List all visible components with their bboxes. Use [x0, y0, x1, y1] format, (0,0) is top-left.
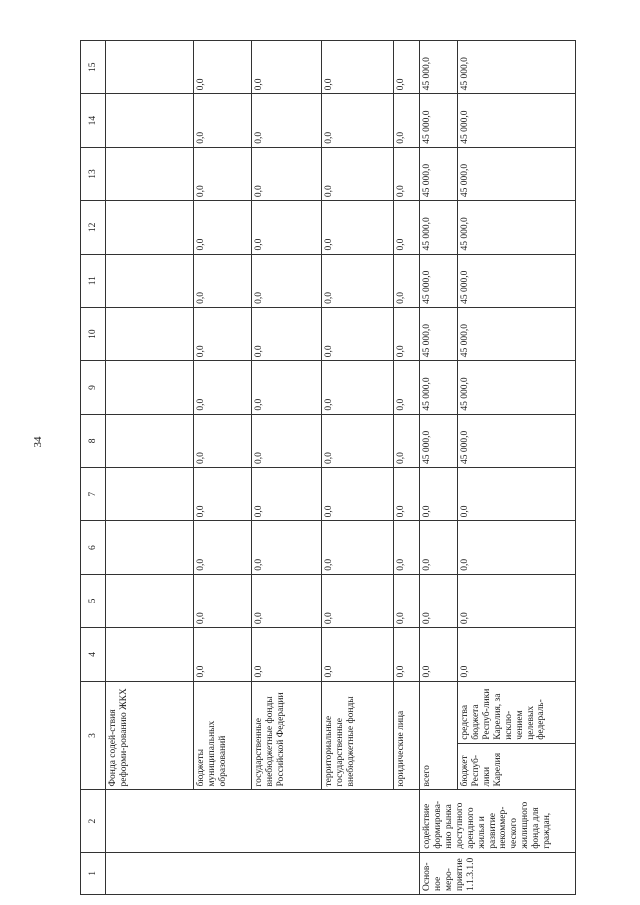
value-cell: 45 000,0 [458, 201, 576, 254]
header-cell: 15 [81, 41, 106, 94]
value-cell: 0,0 [194, 201, 252, 254]
header-cell: 11 [81, 254, 106, 307]
value-cell: 45 000,0 [458, 94, 576, 147]
table-row [252, 41, 322, 895]
value-cell: 0,0 [394, 307, 420, 360]
header-cell: 5 [81, 574, 106, 627]
page-number: 34 [32, 436, 44, 448]
value-cell: 0,0 [394, 361, 420, 414]
header-cell: 6 [81, 521, 106, 574]
value-cell: 0,0 [194, 521, 252, 574]
value-cell: 0,0 [322, 307, 394, 360]
cell-name [106, 790, 420, 852]
value-cell: 0,0 [252, 414, 322, 467]
header-cell: 4 [81, 628, 106, 681]
value-cell [106, 414, 194, 467]
table-row [420, 41, 458, 895]
value-cell: 0,0 [394, 414, 420, 467]
value-cell: 0,0 [252, 521, 322, 574]
header-cell: 14 [81, 94, 106, 147]
value-cell: 0,0 [394, 94, 420, 147]
table-row [394, 41, 420, 895]
value-cell: 0,0 [420, 574, 458, 627]
cell-source-detail: средства бюджета Респуб-лики Карелия, за исклю-чением целевых федераль- [458, 681, 576, 743]
value-cell: 45 000,0 [458, 414, 576, 467]
value-cell: 0,0 [194, 574, 252, 627]
value-cell [106, 574, 194, 627]
value-cell: 0,0 [194, 414, 252, 467]
value-cell: 0,0 [322, 414, 394, 467]
value-cell: 0,0 [394, 628, 420, 681]
cell-code [106, 852, 420, 894]
cell-name: содействие формирова-нию рынка доступного арендного жилья и развитие некоммер-ческого жилищного фонда для граждан, [420, 790, 576, 852]
header-cell: 10 [81, 307, 106, 360]
value-cell: 0,0 [420, 521, 458, 574]
value-cell: 0,0 [252, 254, 322, 307]
value-cell: 0,0 [322, 94, 394, 147]
header-cell: 9 [81, 361, 106, 414]
value-cell [106, 201, 194, 254]
value-cell: 0,0 [394, 521, 420, 574]
value-cell: 45 000,0 [458, 254, 576, 307]
cell-source: юридические лица [394, 681, 420, 790]
value-cell: 0,0 [194, 307, 252, 360]
value-cell: 45 000,0 [458, 361, 576, 414]
value-cell: 0,0 [252, 41, 322, 94]
cell-source: бюджеты муниципальных образований [194, 681, 252, 790]
value-cell: 0,0 [322, 361, 394, 414]
cell-source: всего [420, 681, 458, 790]
value-cell: 45 000,0 [420, 41, 458, 94]
value-cell: 0,0 [252, 361, 322, 414]
value-cell: 0,0 [194, 254, 252, 307]
value-cell: 0,0 [322, 468, 394, 521]
value-cell: 0,0 [252, 628, 322, 681]
header-cell: 12 [81, 201, 106, 254]
table-row [106, 41, 194, 895]
value-cell: 45 000,0 [420, 94, 458, 147]
value-cell: 0,0 [322, 628, 394, 681]
value-cell [106, 628, 194, 681]
value-cell: 45 000,0 [420, 361, 458, 414]
header-cell: 1 [81, 852, 106, 894]
value-cell: 45 000,0 [420, 414, 458, 467]
value-cell [106, 41, 194, 94]
value-cell [106, 307, 194, 360]
cell-code: Основ-ное меро-приятие 1.1.3.1.0 [420, 852, 576, 894]
budget-table [80, 40, 576, 895]
value-cell: 0,0 [322, 521, 394, 574]
value-cell: 0,0 [322, 147, 394, 200]
cell-source: территориальные государственные внебюджетные фонды [322, 681, 394, 790]
value-cell: 45 000,0 [458, 147, 576, 200]
header-row [81, 41, 106, 895]
value-cell: 0,0 [252, 574, 322, 627]
value-cell: 0,0 [458, 468, 576, 521]
value-cell: 0,0 [194, 468, 252, 521]
header-cell: 2 [81, 790, 106, 852]
value-cell: 0,0 [252, 201, 322, 254]
rotated-table-container [80, 40, 615, 895]
value-cell [106, 468, 194, 521]
cell-source: бюджет Респуб-лики Карелия [458, 743, 576, 790]
document-page [80, 40, 615, 895]
value-cell: 0,0 [322, 41, 394, 94]
value-cell: 0,0 [458, 521, 576, 574]
table-row [322, 41, 394, 895]
header-cell: 8 [81, 414, 106, 467]
value-cell [106, 147, 194, 200]
value-cell: 0,0 [458, 628, 576, 681]
value-cell: 0,0 [394, 468, 420, 521]
value-cell: 0,0 [194, 361, 252, 414]
header-cell: 13 [81, 147, 106, 200]
value-cell: 0,0 [252, 307, 322, 360]
value-cell: 45 000,0 [420, 147, 458, 200]
value-cell: 0,0 [194, 94, 252, 147]
value-cell: 0,0 [322, 254, 394, 307]
cell-source: государственные внебюджетные фонды Российской Федерации [252, 681, 322, 790]
value-cell: 0,0 [322, 201, 394, 254]
value-cell: 0,0 [394, 41, 420, 94]
value-cell: 45 000,0 [458, 307, 576, 360]
value-cell: 45 000,0 [458, 41, 576, 94]
value-cell: 0,0 [252, 147, 322, 200]
value-cell [106, 361, 194, 414]
value-cell: 0,0 [194, 147, 252, 200]
value-cell [106, 254, 194, 307]
value-cell: 0,0 [252, 468, 322, 521]
value-cell: 0,0 [322, 574, 394, 627]
value-cell: 0,0 [394, 574, 420, 627]
value-cell: 45 000,0 [420, 307, 458, 360]
value-cell: 0,0 [420, 628, 458, 681]
value-cell: 0,0 [194, 628, 252, 681]
value-cell: 0,0 [194, 41, 252, 94]
value-cell: 0,0 [394, 147, 420, 200]
value-cell: 45 000,0 [420, 201, 458, 254]
value-cell: 45 000,0 [420, 254, 458, 307]
value-cell: 0,0 [420, 468, 458, 521]
value-cell [106, 94, 194, 147]
table-row [194, 41, 252, 895]
value-cell [106, 521, 194, 574]
header-cell: 7 [81, 468, 106, 521]
cell-source: Фонда содей-ствия реформи-рованию ЖКХ [106, 681, 194, 790]
value-cell: 0,0 [458, 574, 576, 627]
table-row [458, 41, 576, 895]
header-cell: 3 [81, 681, 106, 790]
value-cell: 0,0 [394, 254, 420, 307]
value-cell: 0,0 [394, 201, 420, 254]
value-cell: 0,0 [252, 94, 322, 147]
